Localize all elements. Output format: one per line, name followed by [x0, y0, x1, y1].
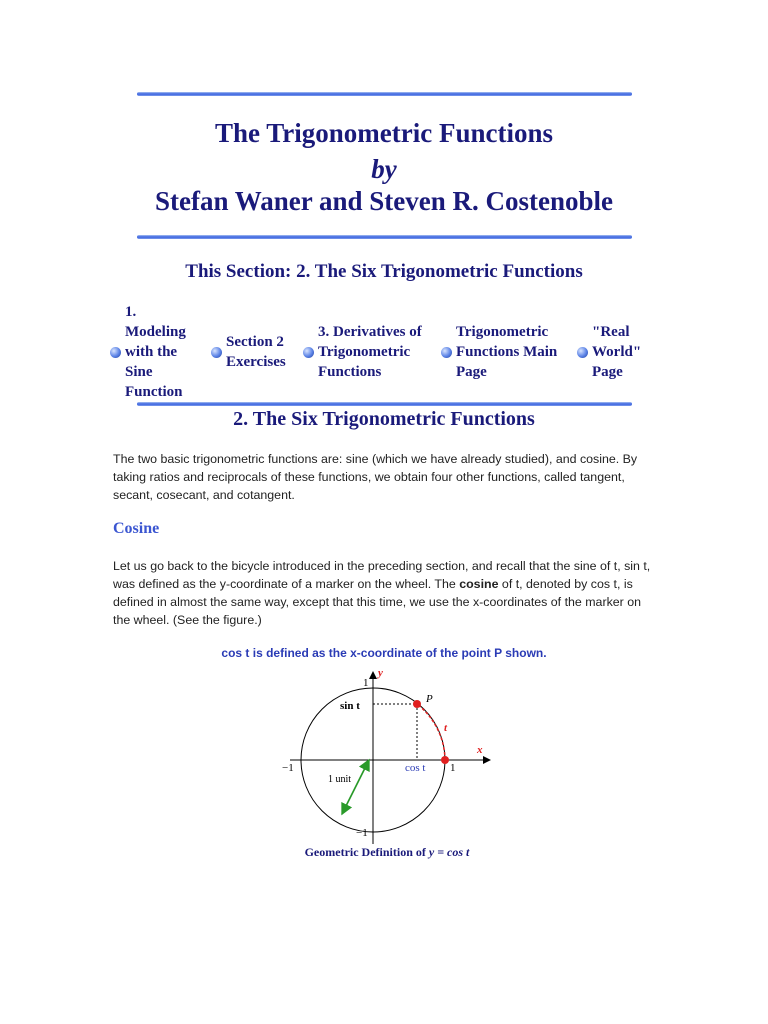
- point-one: [441, 756, 449, 764]
- nav-link-real-world[interactable]: [577, 322, 641, 382]
- unit-circle-figure: [272, 664, 502, 864]
- nav-link-label: 3. Derivatives of Trigonometric Functions: [318, 324, 422, 380]
- nav-link-label: Section 2 Exercises: [226, 334, 286, 370]
- cosine-paragraph: [113, 557, 658, 629]
- nav-link-modeling-sine[interactable]: [110, 302, 186, 402]
- tick-bottom-label: −1: [356, 827, 368, 839]
- bullet-icon: [303, 347, 314, 358]
- page-title: The Trigonometric Functions: [215, 118, 553, 148]
- tick-left-label: −1: [282, 762, 294, 774]
- section-indicator: This Section: 2. The Six Trigonometric Functions: [185, 261, 583, 282]
- figure-caption-bottom: [305, 845, 470, 859]
- figure-caption-top: cos t is defined as the x-coordinate of the point P shown.: [221, 646, 547, 660]
- sin-label: sin t: [340, 700, 360, 712]
- title-divider: [137, 235, 632, 239]
- cosine-text-before: Let us go back to the bicycle introduced in the preceding section, and recall that the sine of t, sin t, was defined as the y-coordinate of a marker on the wheel. The: [113, 559, 651, 591]
- nav-link-trig-main[interactable]: [441, 322, 557, 382]
- point-p-label: P: [426, 693, 433, 705]
- arc-t-label: t: [444, 722, 448, 734]
- bullet-icon: [211, 347, 222, 358]
- cosine-subheading: Cosine: [113, 520, 160, 537]
- cosine-term: cosine: [459, 577, 499, 591]
- nav-link-label: 1. Modeling with the Sine Function: [125, 304, 186, 400]
- x-axis-label: x: [477, 744, 483, 756]
- nav-link-derivatives[interactable]: [303, 322, 422, 382]
- point-p: [413, 700, 421, 708]
- unit-label: 1 unit: [328, 774, 352, 785]
- bullet-icon: [441, 347, 452, 358]
- caption-prefix: Geometric Definition of: [304, 845, 429, 859]
- title-by: by: [371, 154, 397, 184]
- y-axis-label: y: [378, 667, 383, 679]
- nav-link-section2-exercises[interactable]: [211, 332, 286, 372]
- bullet-icon: [110, 347, 121, 358]
- section-nav: [110, 302, 650, 402]
- arc-t: [417, 704, 445, 760]
- bullet-icon: [577, 347, 588, 358]
- nav-divider: [137, 402, 632, 406]
- authors: Stefan Waner and Steven R. Costenoble: [154, 186, 614, 216]
- caption-math: y = cos t: [428, 845, 470, 859]
- section-heading: 2. The Six Trigonometric Functions: [233, 408, 535, 430]
- nav-link-label: Trigonometric Functions Main Page: [456, 324, 558, 380]
- top-divider: [137, 92, 632, 96]
- cos-label: cos t: [405, 762, 426, 774]
- radius-arrow-back: [342, 760, 369, 814]
- cosine-text-after: of t, denoted by cos t, is defined in almost the same way, except that this time, we use the x-coordinates of the marker on the wheel. (See the figure.): [113, 577, 642, 627]
- nav-link-label: "Real World" Page: [592, 324, 642, 380]
- tick-top-label: 1: [363, 677, 369, 689]
- tick-right-label: 1: [450, 762, 456, 774]
- intro-paragraph: The two basic trigonometric functions are: sine (which we have already studied), and cosine. By taking ratios and reciprocals of these functions, we obtain four other functions, called tangent, secant, cosecant, and cotangent.: [113, 452, 638, 502]
